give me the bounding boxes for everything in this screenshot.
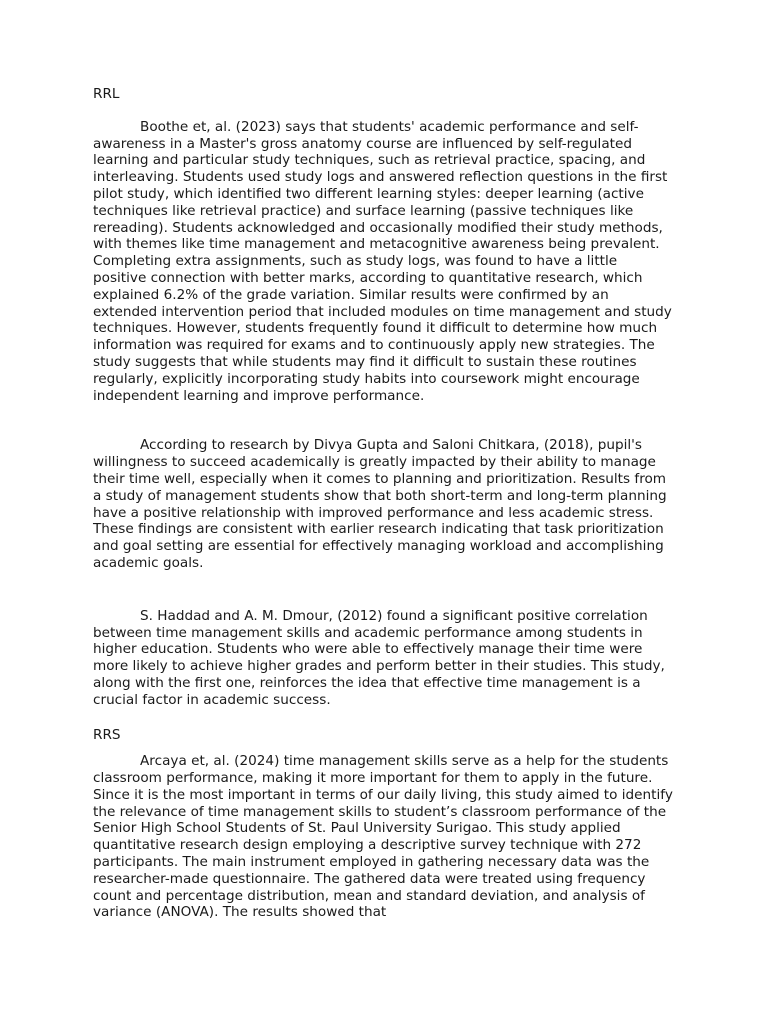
rrl-paragraph-boothe: Boothe et, al. (2023) says that students' academic performance and self-awareness in a Master's gross anatomy course are influenced by self-regulated learning and particular study techniques, such as retrieval practice, spacing, and interleaving. Students used study logs and answered reflection questions in the first pilot study, which identified two different learning styles: deeper learning (active techniques like retrieval practice) and surface learning (passive techniques like rereading). Students acknowledged and occasionally modified their study methods, with themes like time management and metacognitive awareness being prevalent. [93,118,668,253]
spacer [93,404,673,437]
rrs-heading: RRS [93,726,121,743]
rrl-paragraph-gupta: According to research by Divya Gupta and Saloni Chitkara, (2018), pupil's willingness to succeed academically is greatly impacted by their ability to manage their time well, especially when it comes to planning and prioritization. Results from a study of management students show that both short-term and long-term planning have a positive relationship with improved performance and less academic stress. These findings are consistent with earlier research indicating that task prioritization and goal setting are essential for effectively managing workload and accomplishing academic goals. [93,437,667,571]
rrl-paragraph-haddad: S. Haddad and A. M. Dmour, (2012) found a significant positive correlation between time management skills and academic performance among students in higher education. Students who were able to effectively manage their time were more likely to achieve higher grades and perform better in their studies. This study, along with the first one, reinforces the idea that effective time management is a crucial factor in academic success. [93,607,665,708]
rrs-paragraph-arcaya: Arcaya et, al. (2024) time management skills serve as a help for the students classroom performance, making it more important for them to apply in the future. Since it is the most important in terms of our daily living, this study aimed to identify the relevance of time management skills to student’s classroom performance of the Senior High School Students of St. Paul University Surigao. This study applied quantitative research design employing a descriptive survey technique with 272 participants. The main instrument employed in gathering necessary data was the researcher-made questionnaire. The gathered data were treated using frequency count and percentage distribution, mean and standard deviation, and analysis of variance (ANOVA). The results showed that [93,753,673,921]
spacer [93,572,673,608]
spacer [93,103,673,119]
document-body [93,86,673,921]
rrl-heading: RRL [93,86,120,102]
rrl-paragraph-boothe-continued: Completing extra assignments, such as study logs, was found to have a little positive connection with better marks, according to quantitative research, which explained 6.2% of the grade variation. Similar results were confirmed by an extended intervention period that included modules on time management and study techniques. However, students frequently found it difficult to determine how much information was required for exams and to continuously apply new strategies. The study suggests that while students may find it difficult to sustain these routines regularly, explicitly incorporating study habits into coursework might encourage independent learning and improve performance. [93,253,672,404]
spacer [93,709,673,727]
spacer [93,743,673,753]
